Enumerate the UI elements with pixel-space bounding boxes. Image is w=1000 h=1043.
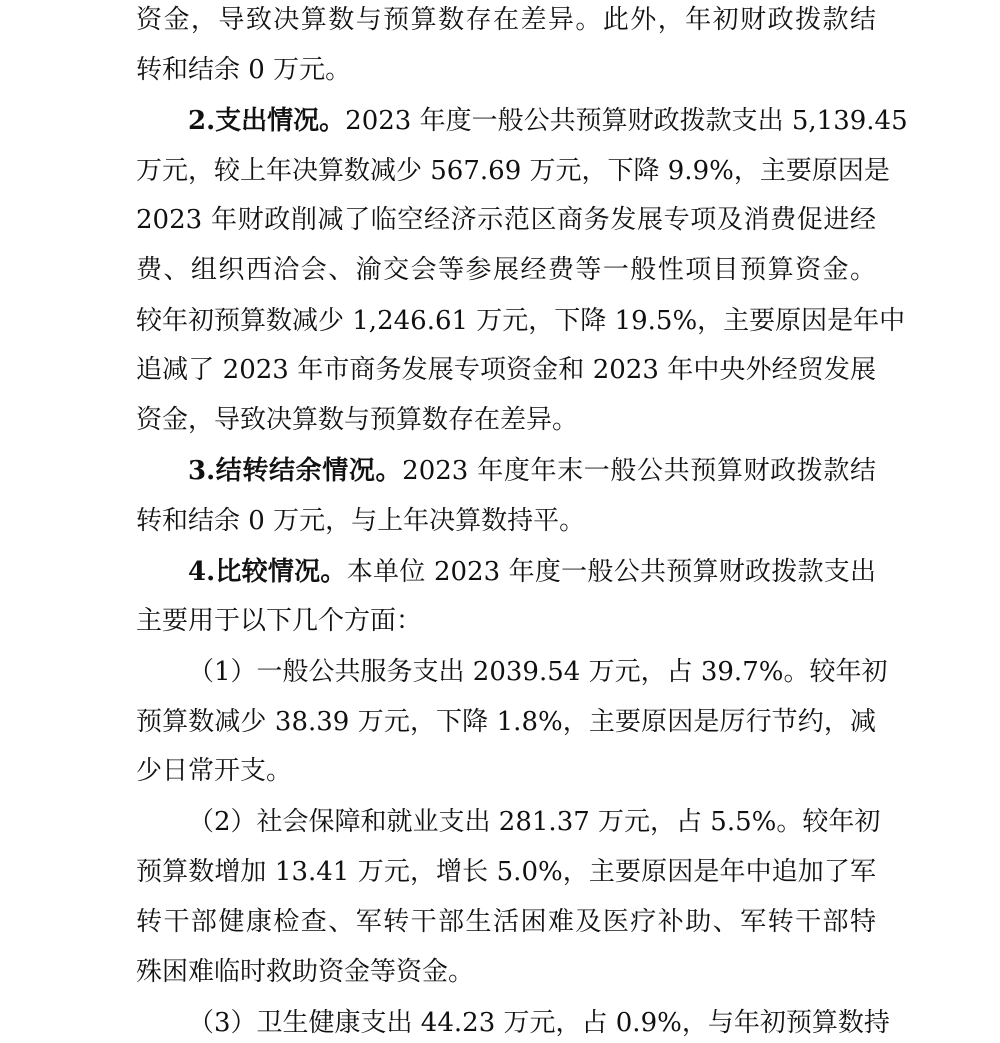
paragraph-line bbox=[136, 0, 876, 40]
section-heading: 4.比较情况。 bbox=[188, 557, 347, 587]
line-text: 转和结余 0 万元。 bbox=[136, 55, 352, 85]
paragraph-line bbox=[136, 350, 876, 390]
line-text: 追减了 2023 年市商务发展专项资金和 2023 年中央外经贸发展 bbox=[136, 355, 876, 385]
paragraph-line bbox=[136, 151, 890, 191]
paragraph-line bbox=[136, 301, 906, 341]
line-text: 转干部健康检查、军转干部生活困难及医疗补助、军转干部特 bbox=[136, 907, 876, 937]
line-text: 转和结余 0 万元，与上年决算数持平。 bbox=[136, 506, 586, 536]
line-text: 2023 年度一般公共预算财政拨款支出 5,139.45 bbox=[345, 106, 908, 136]
line-text: 本单位 2023 年度一般公共预算财政拨款支出 bbox=[346, 557, 876, 587]
paragraph-line bbox=[136, 1003, 890, 1043]
line-text: 费、组织西洽会、渝交会等参展经费等一般性项目预算资金。 bbox=[136, 255, 876, 285]
paragraph-line bbox=[136, 852, 876, 892]
paragraph-line bbox=[136, 451, 876, 491]
paragraph-line bbox=[136, 751, 876, 791]
line-text: （3）卫生健康支出 44.23 万元，占 0.9%，与年初预算数持 bbox=[188, 1008, 890, 1038]
line-text: 主要用于以下几个方面： bbox=[136, 606, 423, 636]
line-text: 资金，导致决算数与预算数存在差异。此外，年初财政拨款结 bbox=[136, 5, 876, 35]
line-text: 2023 年财政削减了临空经济示范区商务发展专项及消费促进经 bbox=[136, 205, 876, 235]
line-text: 万元，较上年决算数减少 567.69 万元，下降 9.9%，主要原因是 bbox=[136, 156, 890, 186]
paragraph-line bbox=[136, 101, 908, 141]
line-text: （1）一般公共服务支出 2039.54 万元，占 39.7%。较年初 bbox=[188, 657, 888, 687]
section-heading: 3.结转结余情况。 bbox=[188, 456, 403, 486]
paragraph-line bbox=[136, 552, 876, 592]
line-text: 预算数增加 13.41 万元，增长 5.0%，主要原因是年中追加了军 bbox=[136, 857, 876, 887]
line-text: 较年初预算数减少 1,246.61 万元，下降 19.5%，主要原因是年中 bbox=[136, 306, 906, 336]
paragraph-line bbox=[136, 902, 876, 942]
paragraph-line bbox=[136, 952, 876, 992]
line-text: 2023 年度年末一般公共预算财政拨款结 bbox=[402, 456, 876, 486]
paragraph-line bbox=[136, 400, 876, 440]
paragraph-line bbox=[136, 601, 876, 641]
paragraph-line bbox=[136, 702, 876, 742]
line-text: 少日常开支。 bbox=[136, 756, 293, 786]
line-text: （2）社会保障和就业支出 281.37 万元，占 5.5%。较年初 bbox=[188, 807, 881, 837]
paragraph-line bbox=[136, 250, 876, 290]
line-text: 预算数减少 38.39 万元，下降 1.8%，主要原因是厉行节约，减 bbox=[136, 707, 876, 737]
paragraph-line bbox=[136, 652, 888, 692]
line-text: 资金，导致决算数与预算数存在差异。 bbox=[136, 405, 579, 435]
section-heading: 2.支出情况。 bbox=[188, 106, 346, 136]
paragraph-line bbox=[136, 50, 876, 90]
line-text: 殊困难临时救助资金等资金。 bbox=[136, 957, 475, 987]
paragraph-line bbox=[136, 200, 876, 240]
paragraph-line bbox=[136, 802, 881, 842]
paragraph-line bbox=[136, 501, 876, 541]
